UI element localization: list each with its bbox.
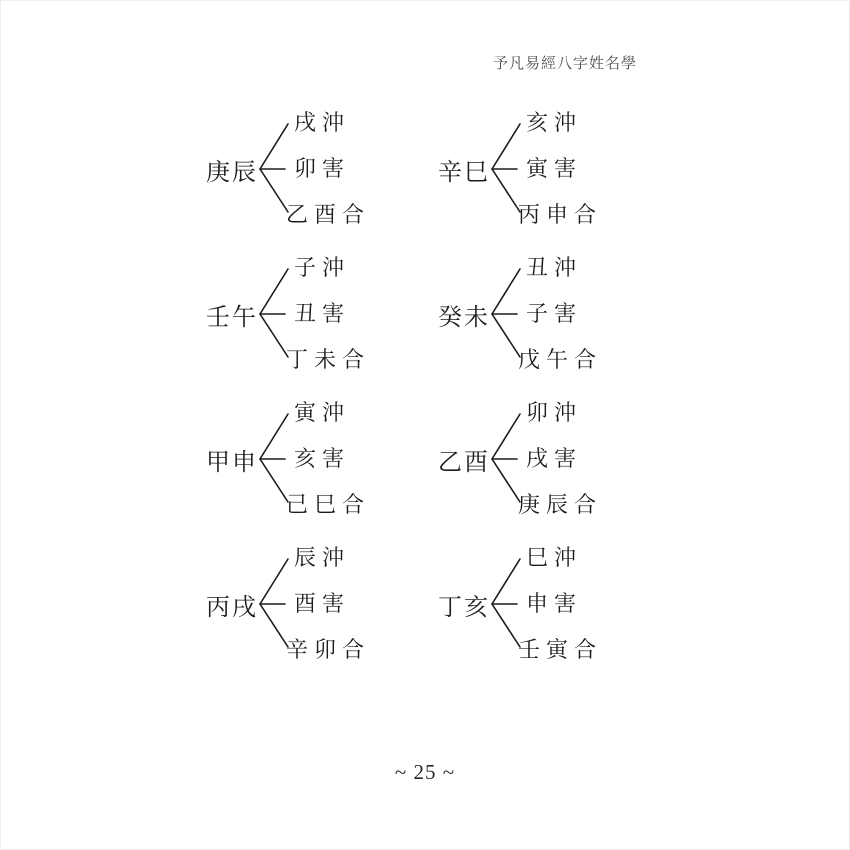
- tree-branches: [518, 545, 603, 663]
- tree-branches: [518, 110, 603, 228]
- tree-root-label: 甲申: [206, 449, 258, 476]
- tree-diagram-4: [438, 255, 670, 373]
- tree-branch-combine: 乙酉合: [286, 202, 371, 227]
- tree-diagram-2: [438, 110, 670, 228]
- tree-root-label: 壬午: [206, 304, 258, 331]
- tree-branches: [286, 110, 371, 228]
- tree-root-label: 癸未: [438, 304, 490, 331]
- tree-branches: [518, 400, 603, 518]
- tree-branch-harm: 卯害: [294, 156, 351, 181]
- tree-root-label: 庚辰: [206, 159, 258, 186]
- tree-diagram-3: [206, 255, 438, 373]
- tree-root-label: 丁亥: [438, 594, 490, 621]
- diagram-grid: [206, 110, 670, 690]
- tree-branch-harm: 丑害: [294, 301, 351, 326]
- tree-branch-clash: 卯沖: [526, 400, 583, 425]
- tree-branch-harm: 申害: [526, 591, 583, 616]
- tree-root-label: 辛巳: [438, 159, 490, 186]
- tree-branch-clash: 寅沖: [294, 400, 351, 425]
- tree-diagram-1: [206, 110, 438, 228]
- tree-branch-harm: 戌害: [526, 446, 583, 471]
- tree-branch-combine: 丙申合: [518, 202, 603, 227]
- tree-branch-clash: 戌沖: [294, 110, 351, 135]
- page-number: ~ 25 ~: [394, 760, 456, 784]
- tree-root-label: 乙酉: [438, 449, 490, 476]
- tree-branch-harm: 酉害: [294, 591, 351, 616]
- tree-branches: [286, 255, 371, 373]
- tree-branch-clash: 巳沖: [526, 545, 583, 570]
- tree-branch-clash: 子沖: [294, 255, 351, 280]
- tree-diagram-8: [438, 545, 670, 663]
- tree-diagram-6: [438, 400, 670, 518]
- tree-branch-harm: 子害: [526, 301, 583, 326]
- tree-branch-combine: 壬寅合: [518, 637, 603, 662]
- tree-branch-combine: 己巳合: [286, 492, 371, 517]
- tree-branches: [286, 400, 371, 518]
- tree-branch-clash: 亥沖: [526, 110, 583, 135]
- tree-branch-harm: 寅害: [526, 156, 583, 181]
- page-header-title: 予凡易經八字姓名學: [492, 56, 637, 72]
- tree-branch-harm: 亥害: [294, 446, 351, 471]
- tree-diagram-5: [206, 400, 438, 518]
- tree-branch-combine: 辛卯合: [286, 637, 371, 662]
- tree-root-label: 丙戌: [206, 594, 258, 621]
- tree-branches: [286, 545, 371, 663]
- tree-branch-clash: 丑沖: [526, 255, 583, 280]
- tree-branches: [518, 255, 603, 373]
- tree-branch-combine: 丁未合: [286, 347, 371, 372]
- tree-branch-combine: 庚辰合: [518, 492, 603, 517]
- tree-branch-combine: 戊午合: [518, 347, 603, 372]
- tree-branch-clash: 辰沖: [294, 545, 351, 570]
- tree-diagram-7: [206, 545, 438, 663]
